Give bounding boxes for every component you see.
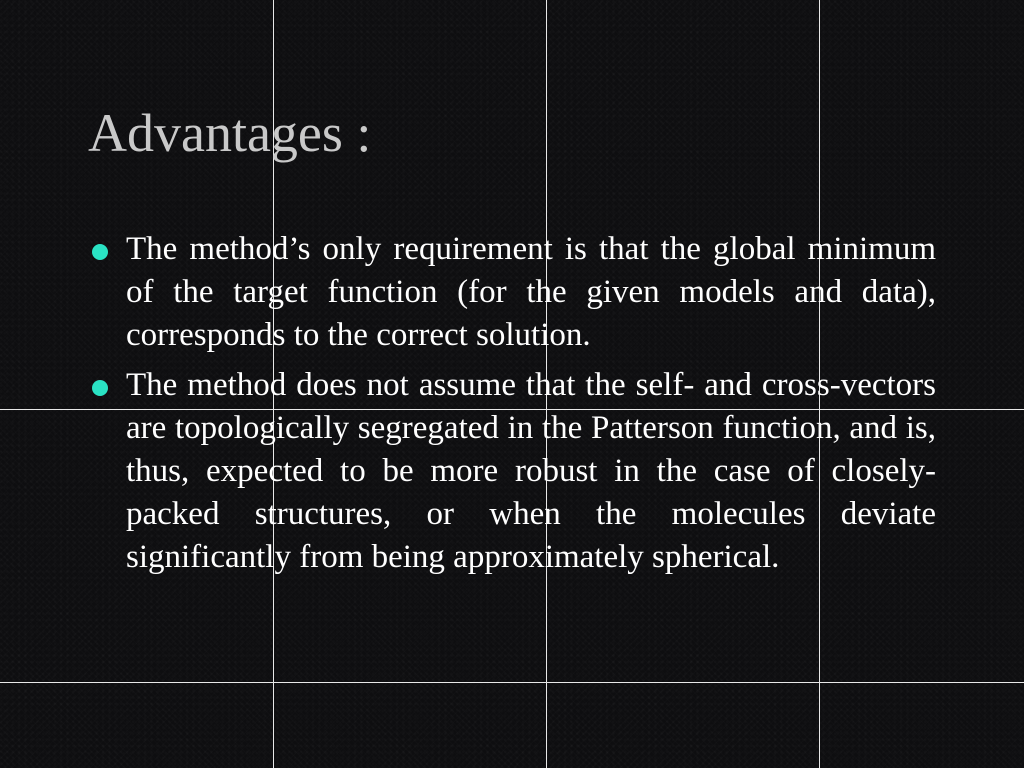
bullet-text: The method does not assume that the self- and cross-vectors are topologically segregated in the Patterson function, and is, thus, expected to be more robust in the case of closely-packed structures, or when the molecules deviate significantly from being approximately spherical. [126, 367, 936, 575]
bullet-text: The method’s only requirement is that the global minimum of the target function (for the given models and data), corresponds to the correct solution. [126, 231, 936, 353]
bullet-dot-icon [92, 244, 108, 260]
bullet-item [92, 228, 936, 357]
slide-title: Advantages : [88, 103, 372, 163]
bullet-item [92, 364, 936, 579]
bullet-dot-icon [92, 380, 108, 396]
gridline-horizontal [0, 682, 1024, 683]
bullet-list [92, 228, 936, 586]
